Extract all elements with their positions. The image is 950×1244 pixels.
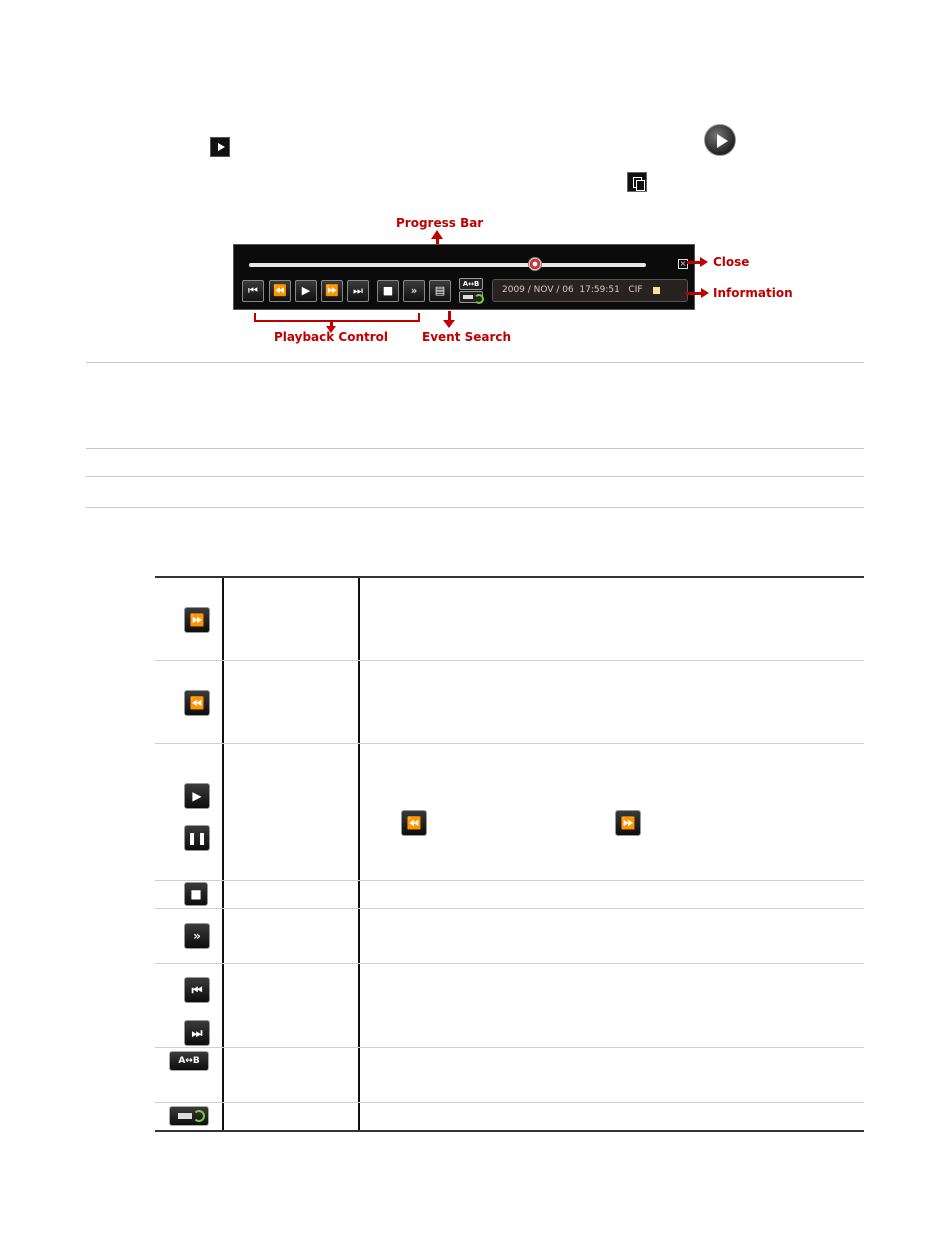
row-divider: [155, 880, 864, 881]
row-divider: [155, 963, 864, 964]
fast-forward-icon: ⏩: [615, 810, 641, 836]
divider: [86, 362, 864, 363]
previous-icon: ⏮: [184, 977, 210, 1003]
callout-playback-control: Playback Control: [274, 330, 389, 344]
fast-forward-button[interactable]: ⏩: [321, 280, 343, 302]
slow-play-button[interactable]: »: [403, 280, 425, 302]
row-divider: [155, 908, 864, 909]
arrow-right-icon: [700, 257, 708, 267]
ab-repeat-button[interactable]: A↔B: [459, 278, 483, 290]
stop-icon: ■: [184, 882, 208, 906]
progress-track[interactable]: [249, 263, 646, 267]
divider: [86, 476, 864, 477]
bracket-left-tick: [254, 313, 256, 321]
table-bottom-border: [155, 1130, 864, 1132]
callout-event-search: Event Search: [422, 330, 512, 344]
callout-information: Information: [713, 286, 793, 300]
table-top-border: [155, 576, 864, 578]
last-frame-button[interactable]: ⏭: [347, 280, 369, 302]
divider: [86, 507, 864, 508]
play-button[interactable]: ▶: [295, 280, 317, 302]
callout-close: Close: [713, 255, 750, 269]
callout-progress-bar: Progress Bar: [396, 216, 484, 230]
close-icon[interactable]: ×: [679, 259, 687, 268]
status-indicator: [653, 287, 660, 294]
information-arrow-line: [686, 292, 702, 295]
bracket-right-tick: [418, 313, 420, 321]
playback-bar: [233, 244, 695, 310]
fast-forward-icon: ⏩: [184, 607, 210, 633]
information-display: 2009 / NOV / 06 17:59:51 CIF: [492, 279, 688, 302]
arrow-up-icon: [431, 230, 443, 239]
pause-icon: ❚❚: [184, 825, 210, 851]
backup-icon: [169, 1106, 209, 1126]
divider: [86, 448, 864, 449]
play-circle-icon: [704, 124, 736, 156]
backup-button[interactable]: [459, 291, 483, 303]
stop-button[interactable]: ■: [377, 280, 399, 302]
rewind-icon: ⏪: [184, 690, 210, 716]
slow-play-icon: »: [184, 923, 210, 949]
first-frame-button[interactable]: ⏮: [242, 280, 264, 302]
row-divider: [155, 743, 864, 744]
row-divider: [155, 1047, 864, 1048]
close-arrow-line: [687, 261, 701, 264]
progress-knob[interactable]: [528, 257, 542, 271]
row-divider: [155, 1102, 864, 1103]
next-icon: ⏭: [184, 1020, 210, 1046]
play-icon: [210, 137, 230, 157]
ab-repeat-icon: A↔B: [169, 1051, 209, 1071]
event-search-icon: [627, 172, 647, 192]
event-search-button[interactable]: ▤: [429, 280, 451, 302]
playback-control-bracket: [254, 320, 420, 322]
rewind-icon: ⏪: [401, 810, 427, 836]
arrow-down-icon: [443, 320, 455, 328]
play-icon: ▶: [184, 783, 210, 809]
row-divider: [155, 660, 864, 661]
arrow-right-icon: [701, 288, 709, 298]
rewind-button[interactable]: ⏪: [269, 280, 291, 302]
